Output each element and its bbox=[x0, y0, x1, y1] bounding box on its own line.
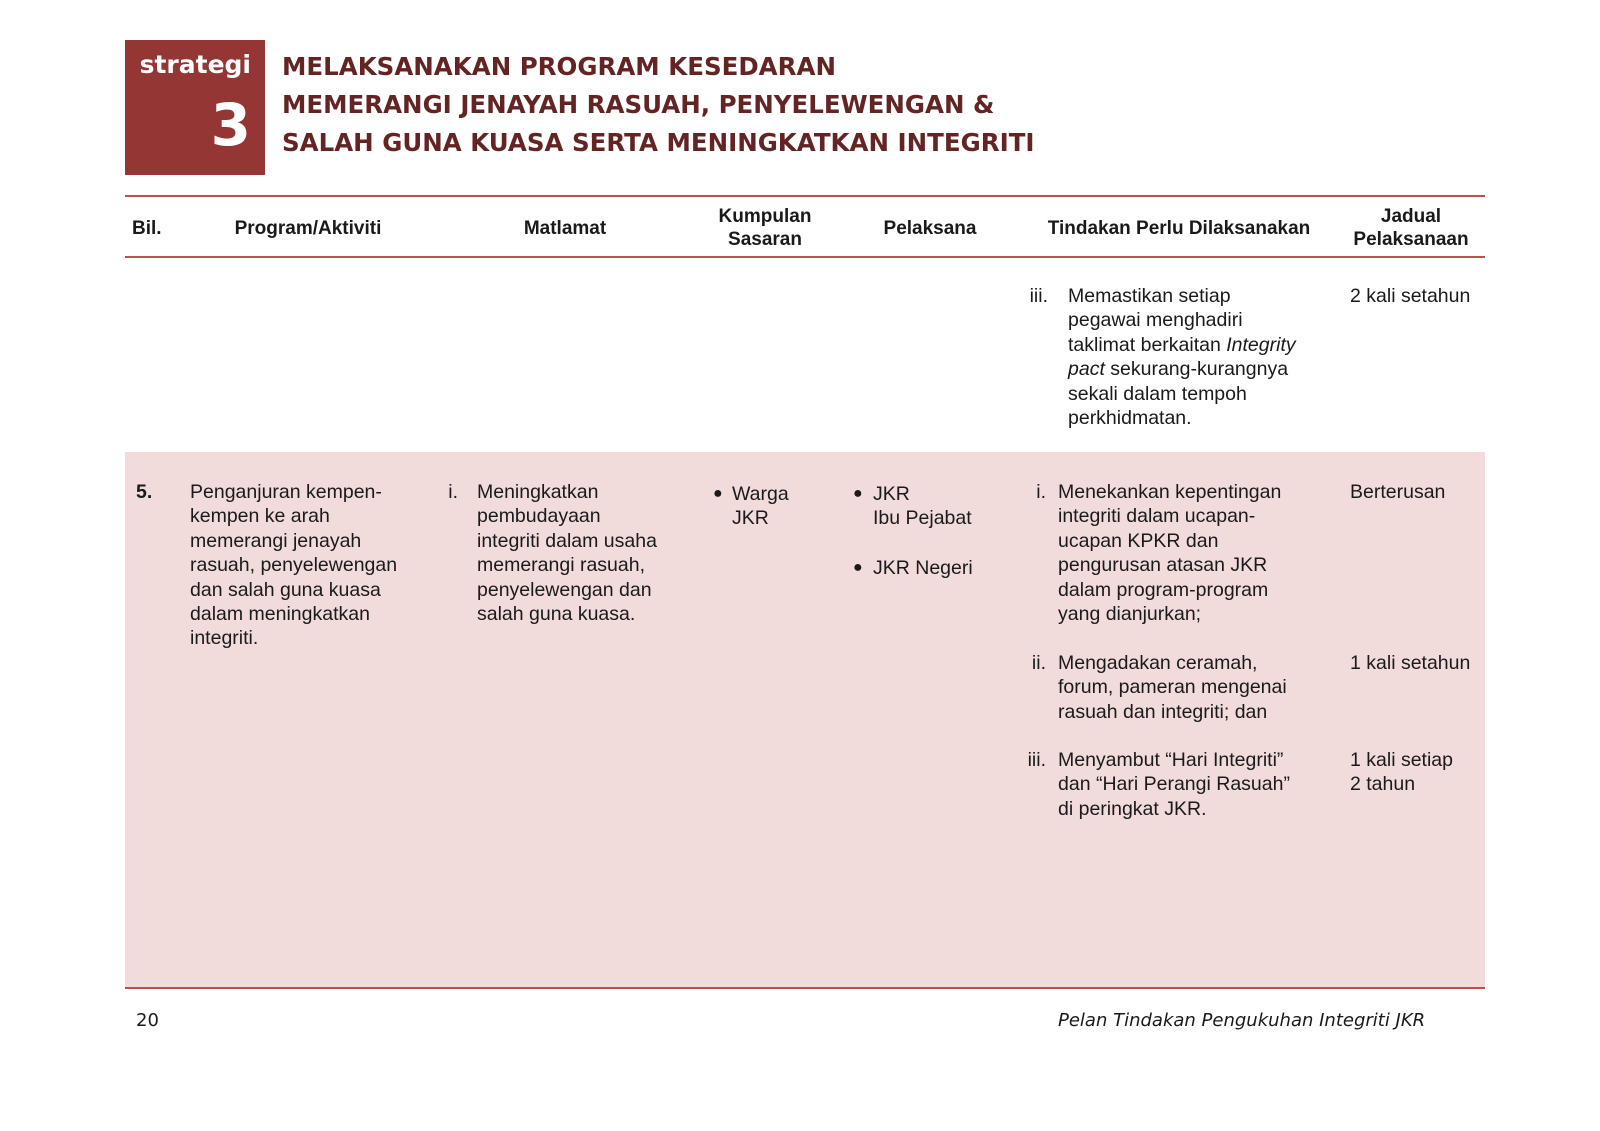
action-item bbox=[1058, 480, 1338, 626]
action-marker: i. bbox=[1036, 481, 1046, 503]
table-top-rule bbox=[125, 195, 1485, 197]
matlamat-line: pembudayaan bbox=[477, 505, 601, 528]
column-header-bil: Bil. bbox=[132, 217, 162, 239]
action-schedule bbox=[1350, 748, 1453, 797]
program-line: integriti. bbox=[190, 627, 259, 650]
matlamat-line: integriti dalam usaha bbox=[477, 529, 657, 552]
schedule-line: 1 kali setahun bbox=[1350, 652, 1471, 674]
title-line-2: MEMERANGI JENAYAH RASUAH, PENYELEWENGAN & bbox=[282, 90, 995, 119]
program-line: memerangi jenayah bbox=[190, 529, 362, 552]
continued-action-line: Memastikan setiap bbox=[1068, 285, 1231, 307]
schedule-line: 1 kali setiap bbox=[1350, 749, 1453, 771]
continued-action-text-part: taklimat berkaitan bbox=[1068, 333, 1227, 356]
column-header-jadual-line2: Pelaksanaan bbox=[1353, 229, 1469, 250]
column-header-kumpulan-line1: Kumpulan bbox=[718, 206, 812, 227]
continued-action-italic: pact bbox=[1068, 358, 1105, 381]
schedule-line: 2 tahun bbox=[1350, 773, 1416, 796]
bullet-icon: ● bbox=[853, 485, 863, 502]
action-line: Mengadakan ceramah, bbox=[1058, 652, 1258, 674]
continued-action-marker: iii. bbox=[1029, 285, 1048, 307]
continued-schedule: 2 kali setahun bbox=[1350, 285, 1471, 307]
schedule-line: Berterusan bbox=[1350, 481, 1446, 503]
column-header-jadual bbox=[1336, 200, 1486, 256]
target-line: JKR bbox=[732, 507, 769, 530]
strategy-label: strategi bbox=[139, 50, 251, 79]
table-bottom-rule bbox=[125, 987, 1485, 989]
action-line: di peringkat JKR. bbox=[1058, 797, 1207, 820]
row5-implementer-2: JKR Negeri bbox=[873, 557, 973, 579]
continued-action-line: perkhidmatan. bbox=[1068, 407, 1192, 430]
implementer-line: Ibu Pejabat bbox=[873, 507, 972, 530]
column-header-kumpulan bbox=[700, 200, 830, 256]
column-header-program: Program/Aktiviti bbox=[234, 217, 382, 239]
continued-action-line bbox=[1068, 333, 1338, 357]
continued-action-line bbox=[1068, 357, 1338, 381]
row5-matlamat bbox=[477, 480, 687, 626]
action-line: ucapan KPKR dan bbox=[1058, 529, 1219, 552]
matlamat-marker: i. bbox=[448, 481, 458, 503]
column-header-jadual-line1: Jadual bbox=[1380, 206, 1442, 227]
continued-action-line: pegawai menghadiri bbox=[1068, 309, 1243, 332]
continued-action-line: sekali dalam tempoh bbox=[1068, 382, 1247, 405]
matlamat-line: memerangi rasuah, bbox=[477, 554, 645, 577]
action-schedule bbox=[1350, 651, 1470, 675]
page-title bbox=[282, 48, 1042, 162]
continued-action-text-part: sekurang-kurangnya bbox=[1104, 358, 1289, 381]
bullet-icon: ● bbox=[853, 559, 863, 576]
program-line: dan salah guna kuasa bbox=[190, 578, 381, 601]
title-line-3: SALAH GUNA KUASA SERTA MENINGKATKAN INTEGRITI bbox=[282, 128, 1035, 157]
program-line: rasuah, penyelewengan bbox=[190, 554, 398, 577]
action-marker: iii. bbox=[1027, 749, 1046, 771]
program-line: kempen ke arah bbox=[190, 505, 330, 528]
action-line: integriti dalam ucapan- bbox=[1058, 505, 1256, 528]
action-line: rasuah dan integriti; dan bbox=[1058, 700, 1268, 723]
page-number: 20 bbox=[136, 1010, 159, 1031]
action-line: Menekankan kepentingan bbox=[1058, 481, 1282, 503]
action-line: dan “Hari Perangi Rasuah” bbox=[1058, 773, 1290, 796]
continued-action-italic: Integrity bbox=[1226, 333, 1296, 356]
title-line-1: MELAKSANAKAN PROGRAM KESEDARAN bbox=[282, 52, 836, 81]
strategy-number: 3 bbox=[210, 91, 251, 159]
row5-bil: 5. bbox=[136, 481, 153, 503]
action-line: Menyambut “Hari Integriti” bbox=[1058, 749, 1284, 771]
implementer-line: JKR bbox=[873, 483, 910, 505]
action-item bbox=[1058, 748, 1338, 821]
continued-action-text bbox=[1068, 284, 1338, 430]
column-header-kumpulan-line2: Sasaran bbox=[728, 229, 802, 250]
action-marker: ii. bbox=[1031, 652, 1046, 674]
program-line: Penganjuran kempen- bbox=[190, 481, 382, 503]
row5-program bbox=[190, 480, 430, 651]
target-line: Warga bbox=[732, 483, 789, 505]
action-line: forum, pameran mengenai bbox=[1058, 676, 1287, 699]
strategy-badge bbox=[125, 40, 265, 175]
footer-document-title: Pelan Tindakan Pengukuhan Integriti JKR bbox=[1058, 1010, 1426, 1031]
column-header-tindakan: Tindakan Perlu Dilaksanakan bbox=[1047, 217, 1311, 239]
column-header-matlamat: Matlamat bbox=[523, 217, 607, 239]
program-line: dalam meningkatkan bbox=[190, 603, 370, 626]
row5-target bbox=[732, 482, 789, 531]
action-line: yang dianjurkan; bbox=[1058, 603, 1202, 626]
row5-implementer-1 bbox=[873, 482, 972, 531]
bullet-icon: ● bbox=[713, 485, 723, 502]
action-schedule bbox=[1350, 480, 1445, 504]
column-header-pelaksana: Pelaksana bbox=[883, 217, 977, 239]
matlamat-line: penyelewengan dan bbox=[477, 578, 652, 601]
action-line: dalam program-program bbox=[1058, 578, 1269, 601]
matlamat-line: Meningkatkan bbox=[477, 481, 599, 503]
table-header-rule bbox=[125, 256, 1485, 258]
action-item bbox=[1058, 651, 1338, 724]
action-line: pengurusan atasan JKR bbox=[1058, 554, 1268, 577]
matlamat-line: salah guna kuasa. bbox=[477, 603, 636, 626]
